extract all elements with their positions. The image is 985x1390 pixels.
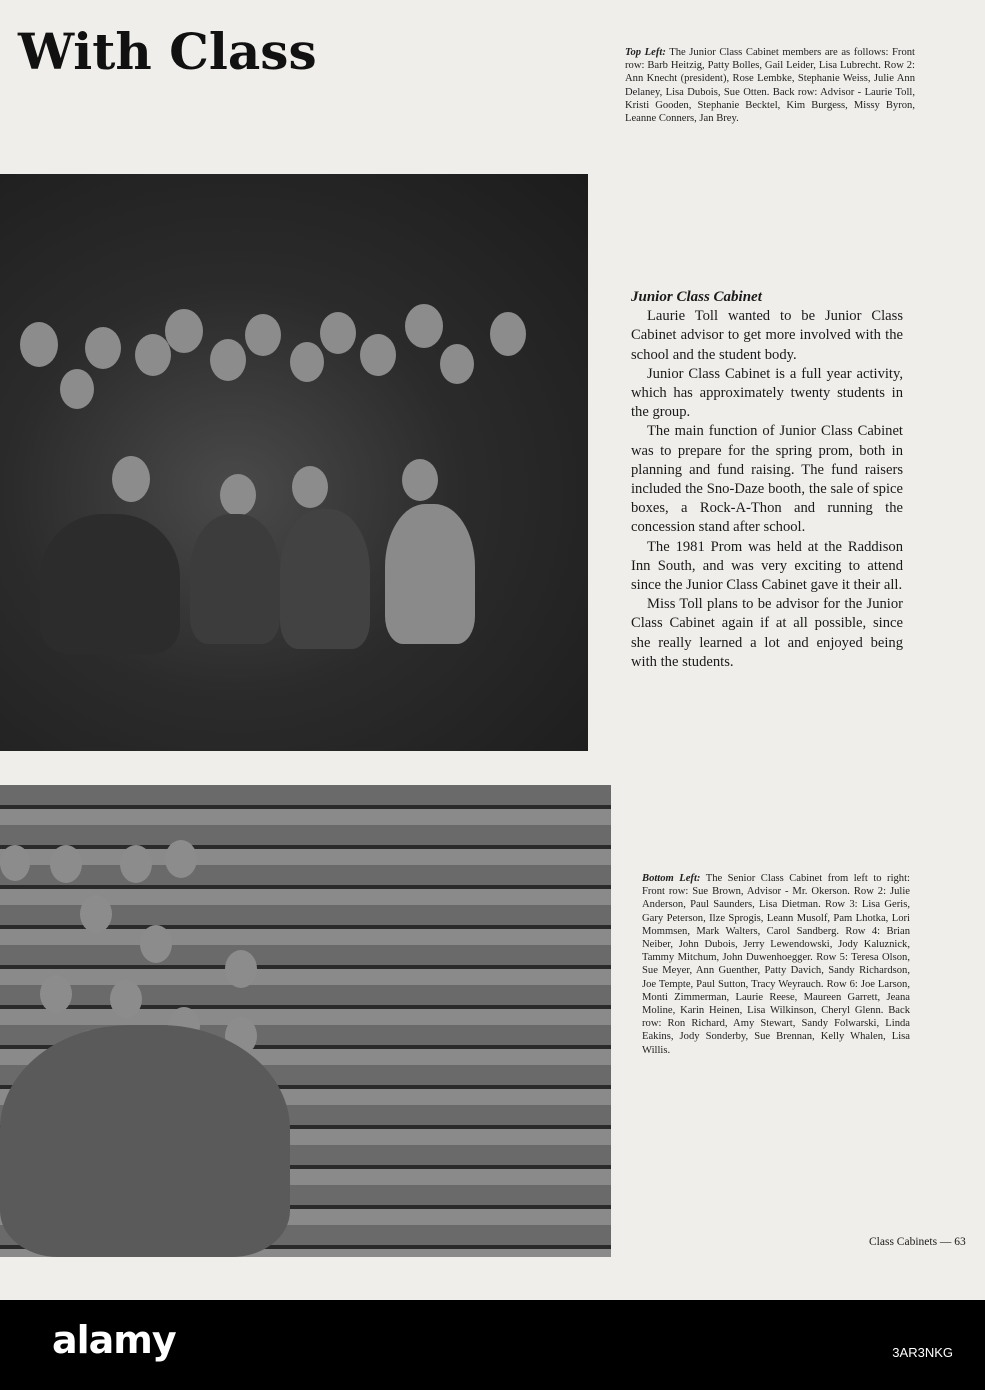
page-footer: Class Cabinets — 63 bbox=[869, 1236, 966, 1248]
bottom-photo-caption bbox=[642, 872, 910, 1057]
article-paragraph: Miss Toll plans to be advisor for the Junior Class Cabinet again if at all possible, since she really learned a lot and enjoyed being with the students. bbox=[631, 596, 903, 670]
article-paragraph: Junior Class Cabinet is a full year activity, which has approximately twenty students in the group. bbox=[631, 365, 903, 421]
junior-class-cabinet-photo bbox=[0, 174, 588, 751]
article-junior-class-cabinet bbox=[631, 288, 903, 672]
caption-text: The Senior Class Cabinet from left to right: Front row: Sue Brown, Advisor - Mr. Okerson. Row 2: Julie Anderson, Paul Saunders, Lisa Dietman. Row 3: Lisa Geris, Gary Peterson, Ilze Sprogis, Leann Musolf, Pam Lhotka, Lori Mommsen, Mark Walters, Carol Sandberg. Row 4: Brian Neiber, John Dubois, Jerry Lewendowski, Jody Kaluznick, Tammy Mitchum, John Duwenhoegger. Row 5: Teresa Olson, Sue Meyer, Ann Guenther, Patty Davich, Sandy Richardson, Joe Tempte, Paul Sutton, Tracy Weyrauch. Row 6: Joe Larson, Monti Zimmerman, Laurie Reese, Maureen Garrett, Jeana Moline, Karin Heinen, Lisa Wilkinson, Cheryl Glenn. Back row: Ron Richard, Amy Stewart, Sandy Folwarski, Linda Eakins, Jody Sonderby, Sue Brennan, Kelly Whalen, Lisa Willis. bbox=[642, 873, 910, 1056]
alamy-logo: alamy bbox=[52, 1318, 176, 1362]
article-paragraph: The 1981 Prom was held at the Raddison Inn South, and was very exciting to attend since the Junior Class Cabinet gave it their all. bbox=[631, 538, 903, 594]
caption-text: The Junior Class Cabinet members are as follows: Front row: Barb Heitzig, Patty Bolles, Gail Leider, Lisa Lubrecht. Row 2: Ann Knecht (president), Rose Lembke, Stephanie Weiss, Julie Ann Delaney, Lisa Dubois, Sue Otten. Back row: Advisor - Laurie Toll, Kristi Gooden, Stephanie Becktel, Kim Burgess, Missy Byron, Leanne Conners, Jan Brey. bbox=[625, 47, 915, 125]
article-paragraph: The main function of Junior Class Cabinet was to prepare for the spring prom, both in planning and fund raising. The fund raisers included the Sno-Daze booth, the sale of spice boxes, a Rock-A-Thon and running the concession stand after school. bbox=[631, 423, 903, 536]
caption-label: Bottom Left: bbox=[642, 873, 701, 884]
article-heading: Junior Class Cabinet bbox=[631, 289, 762, 305]
senior-class-cabinet-photo bbox=[0, 785, 611, 1257]
page-title: With Class bbox=[18, 22, 317, 81]
top-photo-caption bbox=[625, 46, 915, 125]
article-paragraph: Laurie Toll wanted to be Junior Class Cabinet advisor to get more involved with the school and the student body. bbox=[631, 308, 903, 363]
caption-label: Top Left: bbox=[625, 47, 666, 58]
image-code: 3AR3NKG bbox=[892, 1345, 953, 1360]
